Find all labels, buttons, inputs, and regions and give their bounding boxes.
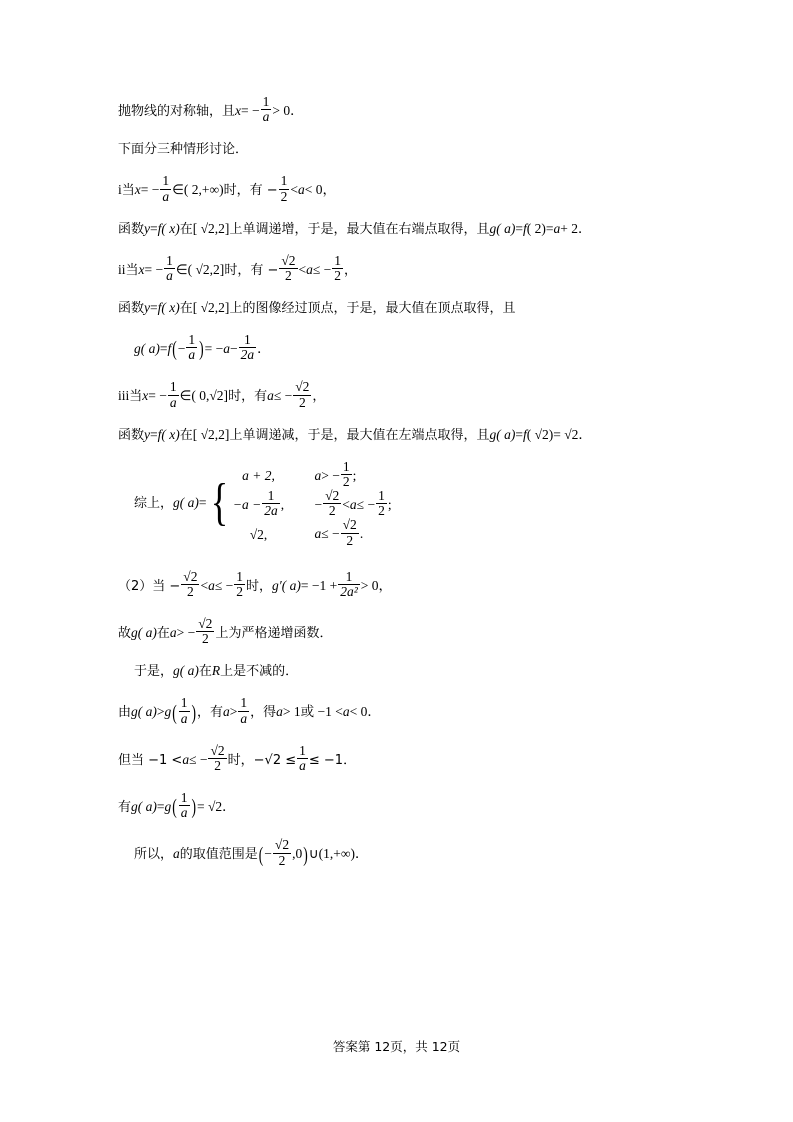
l9-b: 在 <box>179 427 193 443</box>
l16-a: 有 <box>118 800 132 816</box>
l17-b: 的取值范围是 <box>179 847 258 863</box>
case-iii-a2: a <box>267 388 274 404</box>
l13-g: g <box>173 663 180 679</box>
l7-arg-frac: $\frac{1}{a}$ <box>188 332 196 363</box>
l4-c: 上单调递增，于是，最大值在右端点取得，且 <box>229 221 490 237</box>
l6-b: 在 <box>179 301 193 317</box>
l14-b: ，有 <box>197 705 224 721</box>
case-i-in: ∈ <box>172 182 184 198</box>
l7-ga: ( a) <box>140 341 160 357</box>
l4-eq: = <box>150 220 158 236</box>
l11-frac2: $\frac{1}{2}$ <box>236 568 243 599</box>
l7-minus: − <box>230 341 238 357</box>
l17-interval2: (1,+∞) <box>318 846 355 862</box>
l15-a2: a <box>182 751 190 767</box>
l7-eq2: = − <box>204 341 224 357</box>
l12-frac: $\frac{√2}{2}$ <box>198 616 213 647</box>
l9-g: g <box>489 426 497 442</box>
piecewise-block <box>207 460 392 548</box>
l17-frac: $\frac{√2}{2}$ <box>274 837 290 868</box>
case-iii-line <box>118 380 683 409</box>
line1-eq: = − <box>241 103 260 119</box>
l16-rparen: ) <box>191 794 197 819</box>
l7-f: f <box>167 341 172 357</box>
l14-gt: > <box>156 704 165 720</box>
l11-lead: （2）当 − <box>118 578 181 594</box>
l16-lparen: ( <box>172 794 177 819</box>
l11-le: ≤ − <box>214 577 234 593</box>
line1-var-x: x <box>235 103 242 119</box>
l9-eq2: = <box>515 426 523 442</box>
case-i-x: x <box>134 182 141 198</box>
l6-x: ( x) <box>161 300 180 316</box>
l17-a: 所以， <box>134 847 174 863</box>
case-iii-label: iii <box>118 388 130 404</box>
l4-res: a <box>553 220 561 236</box>
case-ii-in: ∈ <box>175 261 188 277</box>
text-line-2 <box>118 142 683 156</box>
line1-text: 抛物线的对称轴，且 <box>118 104 236 120</box>
l9-f2: f <box>522 426 527 442</box>
l15-frac: $\frac{√2}{2}$ <box>210 742 225 773</box>
case-iii-frac: $\frac{1}{a}$ <box>169 379 177 410</box>
line1-fraction: $\frac{1}{a}$ <box>262 94 270 125</box>
l11-frac3: $\frac{1}{\text{2a²}}$ <box>340 568 358 599</box>
l17-lparen: ( <box>258 841 264 866</box>
l7-end: ． <box>257 341 271 357</box>
l4-res2: + 2． <box>560 220 592 236</box>
l4-g: g <box>489 220 497 236</box>
case-ii-le: ≤ − <box>312 261 332 277</box>
l6-interval: [ √2,2] <box>192 300 230 316</box>
l17-a2: a <box>173 846 180 862</box>
case-iii-conclusion <box>118 428 683 442</box>
l11-frac: $\frac{√2}{2}$ <box>183 568 198 599</box>
l16-g2: g <box>164 799 172 815</box>
case-ii-interval: ( √2,2] <box>187 261 225 277</box>
l14-frac0: $\frac{1}{a}$ <box>180 695 188 726</box>
l6-c: 上的图像经过顶点，于是，最大值在顶点取得，且 <box>229 301 516 317</box>
case-ii-eq: = − <box>144 261 164 277</box>
l7-lparen: ( <box>172 336 177 361</box>
l14-ga: ( a) <box>137 704 157 720</box>
l11-ga: ( a) <box>281 577 301 593</box>
l11-gt: > 0， <box>360 577 392 593</box>
l15-b: 时，−√2 ≤ <box>227 752 297 768</box>
case-ii-x: x <box>138 261 145 277</box>
case-ii-frac3: $\frac{1}{2}$ <box>334 252 342 283</box>
l11-a: a <box>208 577 215 593</box>
part2-line <box>118 570 683 599</box>
l14-rparen: ) <box>191 699 197 724</box>
text-line-1 <box>118 95 683 124</box>
case-i-lt: < <box>290 182 299 198</box>
case-ii-a: 当 <box>125 262 139 278</box>
line2-text: 下面分三种情形讨论． <box>118 142 249 158</box>
l11-lt: < <box>200 577 209 593</box>
part2-exception <box>118 744 683 773</box>
l13-a: 于是， <box>134 664 174 680</box>
piecewise-brace: { <box>210 474 228 532</box>
l4-b: 在 <box>179 221 193 237</box>
l7-arg-pre: − <box>177 341 186 357</box>
l14-a4: a <box>342 704 350 720</box>
case-ii-b: 时，有 − <box>224 262 279 278</box>
l12-a: 故 <box>118 626 132 642</box>
case-iii-interval: ( 0,√2] <box>191 388 229 404</box>
l9-a: 函数 <box>118 427 145 443</box>
case-i-b: 时，有 − <box>223 183 278 199</box>
case-iii-frac2: $\frac{√2}{2}$ <box>295 379 310 410</box>
case-i-conclusion <box>118 222 683 236</box>
l4-y: y <box>144 220 151 236</box>
l6-a: 函数 <box>118 301 145 317</box>
l13-b: 在 <box>198 664 212 680</box>
case-i-a2: a <box>298 182 305 198</box>
l15-a: 但当 −1 < <box>118 752 183 768</box>
case-ii-lt: < <box>298 261 307 277</box>
l15-frac2: $\frac{1}{a}$ <box>299 742 306 773</box>
l13-c: 上是不减的． <box>220 664 299 680</box>
l14-g2: g <box>164 704 172 720</box>
l9-c: 上单调递减，于是，最大值在左端点取得，且 <box>229 427 490 443</box>
case-iii-a: 当 <box>129 389 143 405</box>
l17-end: ． <box>354 846 369 862</box>
l14-e: < 0． <box>349 704 381 720</box>
part2-inequality <box>118 696 683 725</box>
l14-lparen: ( <box>172 699 177 724</box>
l10-eq: = <box>198 494 207 510</box>
case-i-label: i <box>118 182 122 198</box>
l9-end: ． <box>578 426 592 442</box>
l12-g: g <box>131 625 138 641</box>
l4-f: f <box>157 220 162 236</box>
l14-frac: $\frac{1}{a}$ <box>240 695 248 726</box>
l17-minus: − <box>264 846 272 862</box>
l4-ga: ( a) <box>496 220 516 236</box>
l15-c: ≤ −1． <box>308 752 357 768</box>
l17-rparen: ) <box>303 841 308 866</box>
l4-f2: f <box>522 220 527 236</box>
l16-eq2: = √2 <box>197 799 223 815</box>
l4-eq3: = <box>545 220 554 236</box>
page-footer: 答案第 12页，共 12页 <box>332 1039 461 1054</box>
l16-frac: $\frac{1}{a}$ <box>180 790 188 821</box>
case-ii-formula <box>118 333 683 362</box>
l9-y: y <box>144 426 151 442</box>
line1-tail: > 0． <box>272 103 304 119</box>
case-iii-x: x <box>142 388 149 404</box>
l7-rparen: ) <box>199 336 204 361</box>
part2-monotone <box>118 617 683 646</box>
l7-frac2: $\frac{1}{2a}$ <box>240 332 255 363</box>
l17-union: ∪ <box>308 846 319 862</box>
l11-b: 时， <box>246 578 273 594</box>
case-ii-label: ii <box>118 261 126 277</box>
case-ii-frac: $\frac{1}{a}$ <box>166 252 173 283</box>
l7-g: g <box>134 341 141 357</box>
l10-g: g <box>173 494 180 510</box>
l4-x: ( x) <box>161 220 180 236</box>
l11-eq: = −1 + <box>300 577 338 593</box>
case-i-a: 当 <box>121 183 135 199</box>
l4-a: 函数 <box>118 221 145 237</box>
case-ii-a2: a <box>306 261 313 277</box>
case-ii-e: ， <box>344 262 358 278</box>
case-iii-eq: = − <box>148 388 167 404</box>
case-iii-b: 时，有 <box>228 389 268 405</box>
l4-f2arg: ( 2) <box>526 220 546 236</box>
l14-a: 由 <box>118 705 132 721</box>
l4-eq2: = <box>515 220 523 236</box>
l13-R: R <box>211 663 221 679</box>
l6-y: y <box>144 300 151 316</box>
l14-gt2: > <box>229 704 238 720</box>
case-i-d: < 0， <box>304 182 337 198</box>
case-i-frac: $\frac{1}{a}$ <box>162 173 170 204</box>
l16-end: ． <box>222 799 236 815</box>
case-i-frac2: $\frac{1}{2}$ <box>280 173 288 204</box>
l14-c: ，得 <box>250 705 277 721</box>
case-ii-frac2: $\frac{√2}{2}$ <box>281 252 296 283</box>
part2-nondecreasing <box>118 664 683 678</box>
case-i-interval: ( 2,+∞) <box>183 182 224 198</box>
l16-eq: = <box>156 799 165 815</box>
case-ii-line <box>118 254 683 283</box>
case-iii-in: ∈ <box>179 388 192 404</box>
piecewise-summary <box>118 460 683 548</box>
case-iii-le: ≤ − <box>273 388 293 404</box>
l12-c: 上为严格递增函数． <box>215 626 333 642</box>
l14-a2: a <box>223 704 230 720</box>
l10-ga: ( a) <box>179 494 199 510</box>
l7-eq: = <box>159 341 168 357</box>
l6-f: f <box>157 300 162 316</box>
piecewise-case-1: a + 2, a> − $\frac{1}{2}$ ; <box>242 458 357 489</box>
part2-equal-value <box>118 791 683 820</box>
l14-d: > 1或 −1 < <box>282 704 343 720</box>
part2-final-answer <box>118 838 683 867</box>
case-iii-e: ， <box>312 389 326 405</box>
l9-interval: [ √2,2] <box>192 426 230 442</box>
l12-b: 在 <box>156 626 170 642</box>
l7-a: a <box>223 341 230 357</box>
piecewise-case-3: √2, a≤ − $\frac{√2}{2}$ . <box>249 517 364 548</box>
l9-f: f <box>157 426 162 442</box>
l16-g: g <box>131 799 138 815</box>
l9-ga: ( a) <box>496 426 516 442</box>
l9-x: ( x) <box>161 426 180 442</box>
l9-eq3: = √2 <box>553 426 579 442</box>
l14-g: g <box>131 704 138 720</box>
case-ii-conclusion <box>118 301 683 315</box>
l12-gt: > − <box>176 625 196 641</box>
l12-ga: ( a) <box>137 625 157 641</box>
l4-interval: [ √2,2] <box>192 220 230 236</box>
l15-le: ≤ − <box>189 751 208 767</box>
l17-post: ,0 <box>292 846 303 862</box>
l13-ga: ( a) <box>179 663 199 679</box>
l14-a3: a <box>276 704 283 720</box>
piecewise-case-2: −a − $\frac{1}{2a}$ , − $\frac{√2}{2}$ <a≤ − $\frac{1}{2}$ ; <box>232 488 392 519</box>
l10-lead: 综上， <box>134 495 174 511</box>
piecewise-cases <box>232 460 391 548</box>
l6-eq: = <box>150 300 158 316</box>
case-i-eq: = − <box>140 182 160 198</box>
l9-f2arg: ( √2) <box>526 426 554 442</box>
l16-ga: ( a) <box>137 799 157 815</box>
l11-g: g′ <box>272 577 282 593</box>
l12-a2: a <box>169 625 177 641</box>
l9-eq: = <box>150 426 158 442</box>
case-i-line <box>118 174 683 203</box>
